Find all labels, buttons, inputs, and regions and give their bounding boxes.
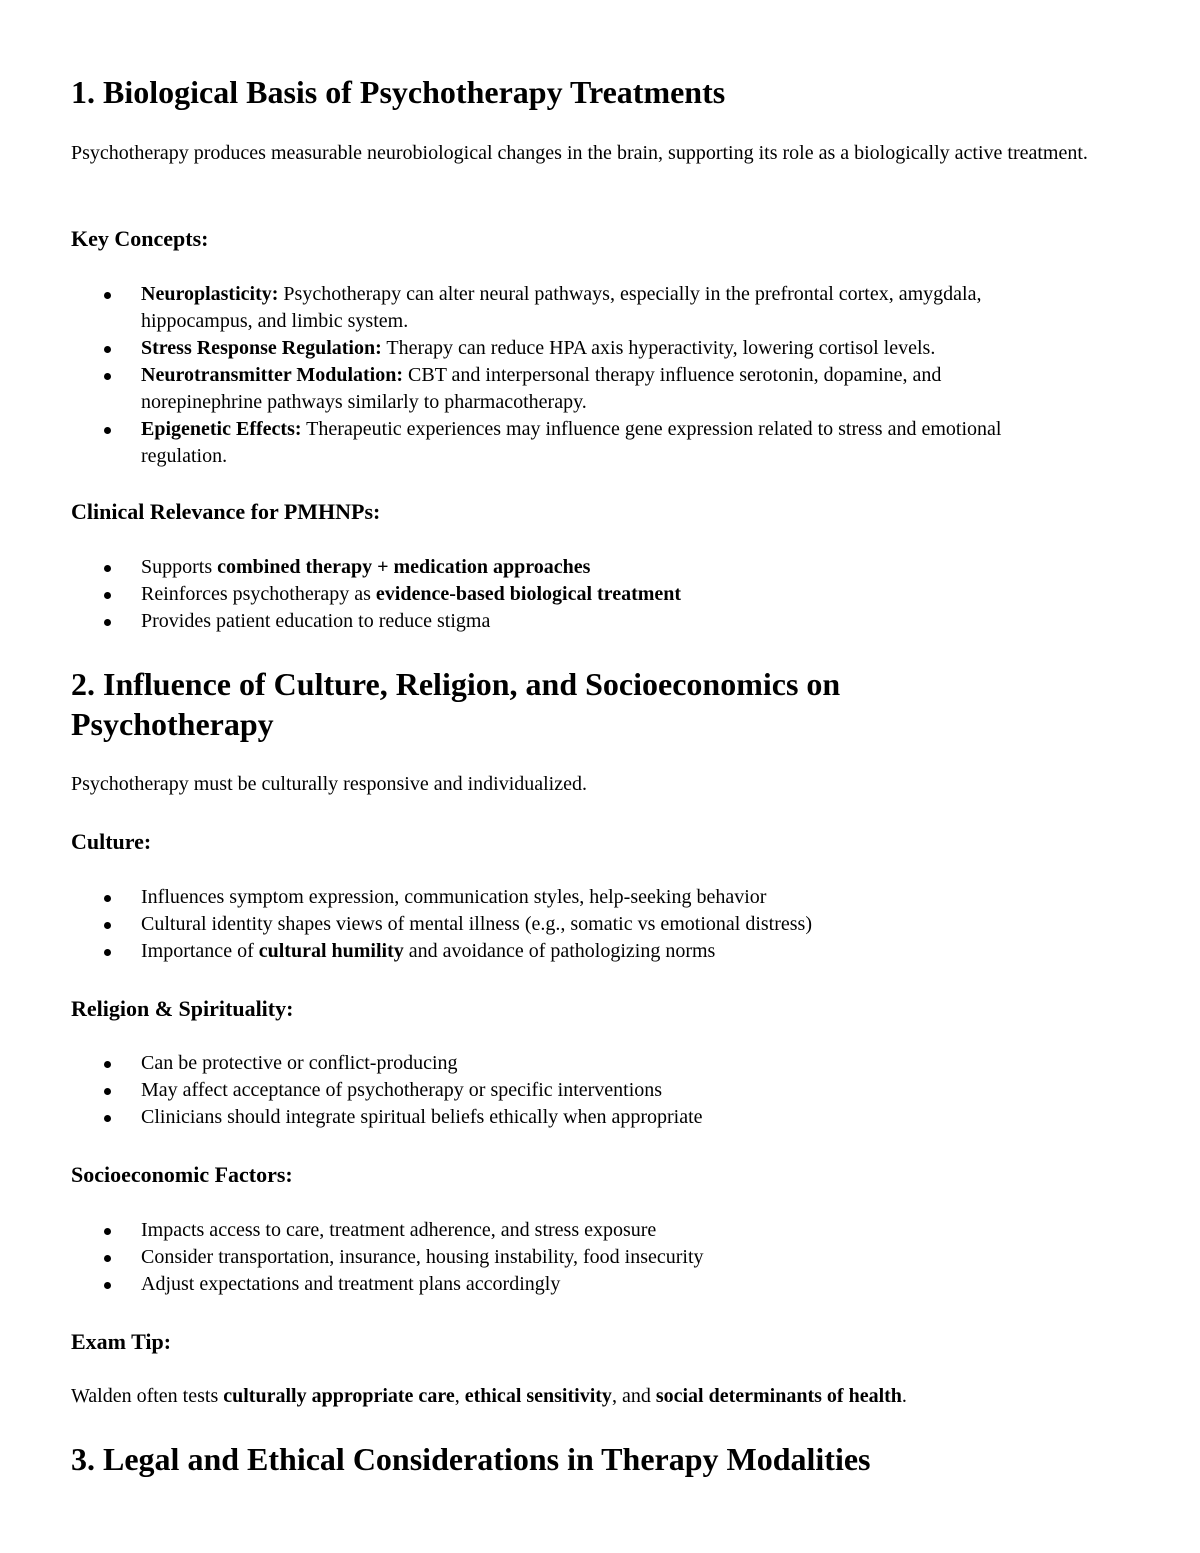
item-text: Adjust expectations and treatment plans accordingly (141, 1273, 561, 1295)
list-item (71, 1104, 1061, 1131)
bullet-icon (104, 346, 111, 353)
list-item (71, 1077, 1061, 1104)
bullet-icon (104, 895, 111, 902)
item-emphasis: combined therapy + medication approaches (217, 556, 591, 578)
bullet-icon (104, 592, 111, 599)
section-2-title-line-2: Psychotherapy (71, 706, 274, 742)
list-item (71, 362, 1061, 416)
tip-emphasis: culturally appropriate care (223, 1385, 455, 1407)
definition: CBT and interpersonal therapy influence serotonin, dopamine, and norepinephrine pathways similarly to pharmacotherapy. (141, 364, 942, 413)
bullet-icon (104, 1228, 111, 1235)
culture-list (71, 884, 1061, 965)
item-emphasis: cultural humility (258, 940, 404, 962)
tip-emphasis: social determinants of health (655, 1385, 902, 1407)
definition: Psychotherapy can alter neural pathways, especially in the prefrontal cortex, amygdala, hippocampus, and limbic system. (141, 283, 982, 332)
key-concepts-heading: Key Concepts: (71, 226, 209, 251)
item-text: Provides patient education to reduce stigma (141, 610, 491, 632)
term: Stress Response Regulation: (141, 337, 382, 359)
exam-tip-text (71, 1383, 1121, 1410)
term: Neurotransmitter Modulation: (141, 364, 404, 386)
item-text: Can be protective or conflict-producing (141, 1052, 458, 1074)
item-text: Clinicians should integrate spiritual beliefs ethically when appropriate (141, 1106, 703, 1128)
list-item (71, 281, 1061, 335)
section-2-title-line-1: 2. Influence of Culture, Religion, and Socioeconomics on (71, 666, 841, 702)
list-item (71, 416, 1061, 470)
tip-emphasis: ethical sensitivity (464, 1385, 612, 1407)
item-text: and avoidance of pathologizing norms (403, 940, 716, 962)
socioeconomic-heading: Socioeconomic Factors: (71, 1162, 293, 1187)
bullet-icon (104, 922, 111, 929)
bullet-icon (104, 949, 111, 956)
section-1-title: 1. Biological Basis of Psychotherapy Treatments (71, 74, 726, 110)
item-text: Supports (141, 556, 218, 578)
exam-tip-heading: Exam Tip: (71, 1329, 172, 1354)
bullet-icon (104, 565, 111, 572)
term: Epigenetic Effects: (141, 418, 302, 440)
item-text: Cultural identity shapes views of mental illness (e.g., somatic vs emotional distress) (141, 913, 812, 935)
bullet-icon (104, 373, 111, 380)
item-text: Consider transportation, insurance, housing instability, food insecurity (141, 1246, 704, 1268)
tip-text: , and (611, 1385, 656, 1407)
bullet-icon (104, 292, 111, 299)
section-3-title: 3. Legal and Ethical Considerations in Therapy Modalities (71, 1441, 871, 1477)
bullet-icon (104, 619, 111, 626)
bullet-icon (104, 1115, 111, 1122)
list-item (71, 1271, 1061, 1298)
bullet-icon (104, 1282, 111, 1289)
list-item (71, 938, 1061, 965)
section-2-intro: Psychotherapy must be culturally responsive and individualized. (71, 773, 587, 795)
clinical-relevance-list (71, 554, 1061, 635)
definition: Therapeutic experiences may influence gene expression related to stress and emotional regulation. (141, 418, 1002, 467)
item-text: Importance of (141, 940, 259, 962)
culture-heading: Culture: (71, 829, 152, 854)
term: Neuroplasticity: (141, 283, 279, 305)
list-item (71, 335, 1061, 362)
clinical-relevance-heading: Clinical Relevance for PMHNPs: (71, 499, 381, 524)
tip-text: , (454, 1385, 465, 1407)
item-text: Impacts access to care, treatment adherence, and stress exposure (141, 1219, 657, 1241)
socioeconomic-list (71, 1217, 1061, 1298)
list-item (71, 554, 1061, 581)
bullet-icon (104, 427, 111, 434)
item-emphasis: evidence-based biological treatment (375, 583, 682, 605)
item-text: May affect acceptance of psychotherapy or specific interventions (141, 1079, 663, 1101)
religion-heading: Religion & Spirituality: (71, 996, 294, 1021)
religion-list (71, 1050, 1061, 1131)
list-item (71, 608, 1061, 635)
bullet-icon (104, 1088, 111, 1095)
key-concepts-list (71, 281, 1061, 470)
bullet-icon (104, 1255, 111, 1262)
list-item (71, 1244, 1061, 1271)
list-item (71, 911, 1061, 938)
list-item (71, 884, 1061, 911)
list-item (71, 581, 1061, 608)
definition: Therapy can reduce HPA axis hyperactivity, lowering cortisol levels. (381, 337, 936, 359)
section-1-intro: Psychotherapy produces measurable neurobiological changes in the brain, supporting its role as a biologically active treatment. (71, 142, 1088, 164)
tip-text: Walden often tests (71, 1385, 224, 1407)
item-text: Influences symptom expression, communication styles, help-seeking behavior (141, 886, 767, 908)
item-text: Reinforces psychotherapy as (141, 583, 376, 605)
tip-text: . (901, 1385, 907, 1407)
bullet-icon (104, 1061, 111, 1068)
list-item (71, 1050, 1061, 1077)
list-item (71, 1217, 1061, 1244)
